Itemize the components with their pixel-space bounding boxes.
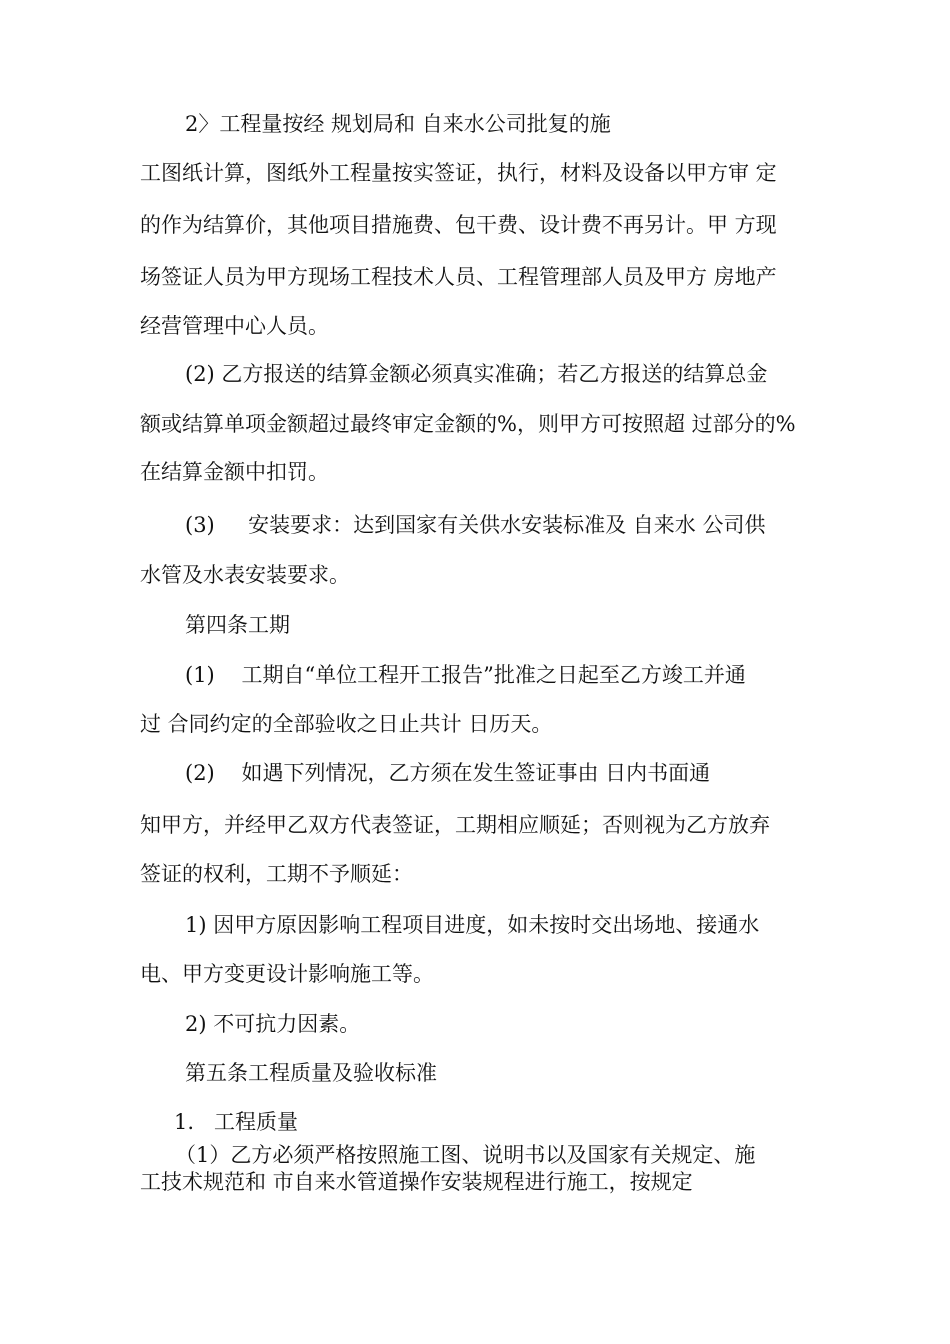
text-line: 1) 因甲方原因影响工程项目进度，如未按时交出场地、接通水 xyxy=(185,913,760,937)
text-line: 的作为结算价，其他项目措施费、包干费、设计费不再另计。甲 方现 xyxy=(140,213,777,237)
text-line: 2〉工程量按经 规划局和 自来水公司批复的施 xyxy=(185,112,611,136)
text-line: 2) 不可抗力因素。 xyxy=(185,1012,361,1036)
text-line: 场签证人员为甲方现场工程技术人员、工程管理部人员及甲方 房地产 xyxy=(140,265,777,289)
text-line: 经营管理中心人员。 xyxy=(140,314,329,338)
text-line: 知甲方，并经甲乙双方代表签证，工期相应顺延；否则视为乙方放弃 xyxy=(140,813,770,837)
section-heading: 第五条工程质量及验收标准 xyxy=(185,1061,437,1085)
text-line: (2) 如遇下列情况，乙方须在发生签证事由 日内书面通 xyxy=(185,761,711,785)
subsection-heading: 1. 工程质量 xyxy=(174,1110,299,1134)
text-line: 工技术规范和 市自来水管道操作安装规程进行施工，按规定 xyxy=(140,1170,693,1194)
text-line: 在结算金额中扣罚。 xyxy=(140,460,329,484)
text-line: (2) 乙方报送的结算金额必须真实准确；若乙方报送的结算总金 xyxy=(185,362,768,386)
text-line: 水管及水表安装要求。 xyxy=(140,563,350,587)
text-line: 过 合同约定的全部验收之日止共计 日历天。 xyxy=(140,712,553,736)
text-line: 电、甲方变更设计影响施工等。 xyxy=(140,962,434,986)
text-line: 签证的权利，工期不予顺延： xyxy=(140,862,413,886)
text-line: (3) 安装要求：达到国家有关供水安装标准及 自来水 公司供 xyxy=(185,513,766,537)
text-line: (1) 工期自“单位工程开工报告”批准之日起至乙方竣工并通 xyxy=(185,663,746,687)
text-line: 额或结算单项金额超过最终审定金额的%，则甲方可按照超 过部分的% xyxy=(140,412,796,436)
text-line: 工图纸计算，图纸外工程量按实签证，执行，材料及设备以甲方审 定 xyxy=(140,161,777,185)
section-heading: 第四条工期 xyxy=(185,613,290,637)
text-line: （1）乙方必须严格按照施工图、说明书以及国家有关规定、施 xyxy=(175,1143,756,1167)
